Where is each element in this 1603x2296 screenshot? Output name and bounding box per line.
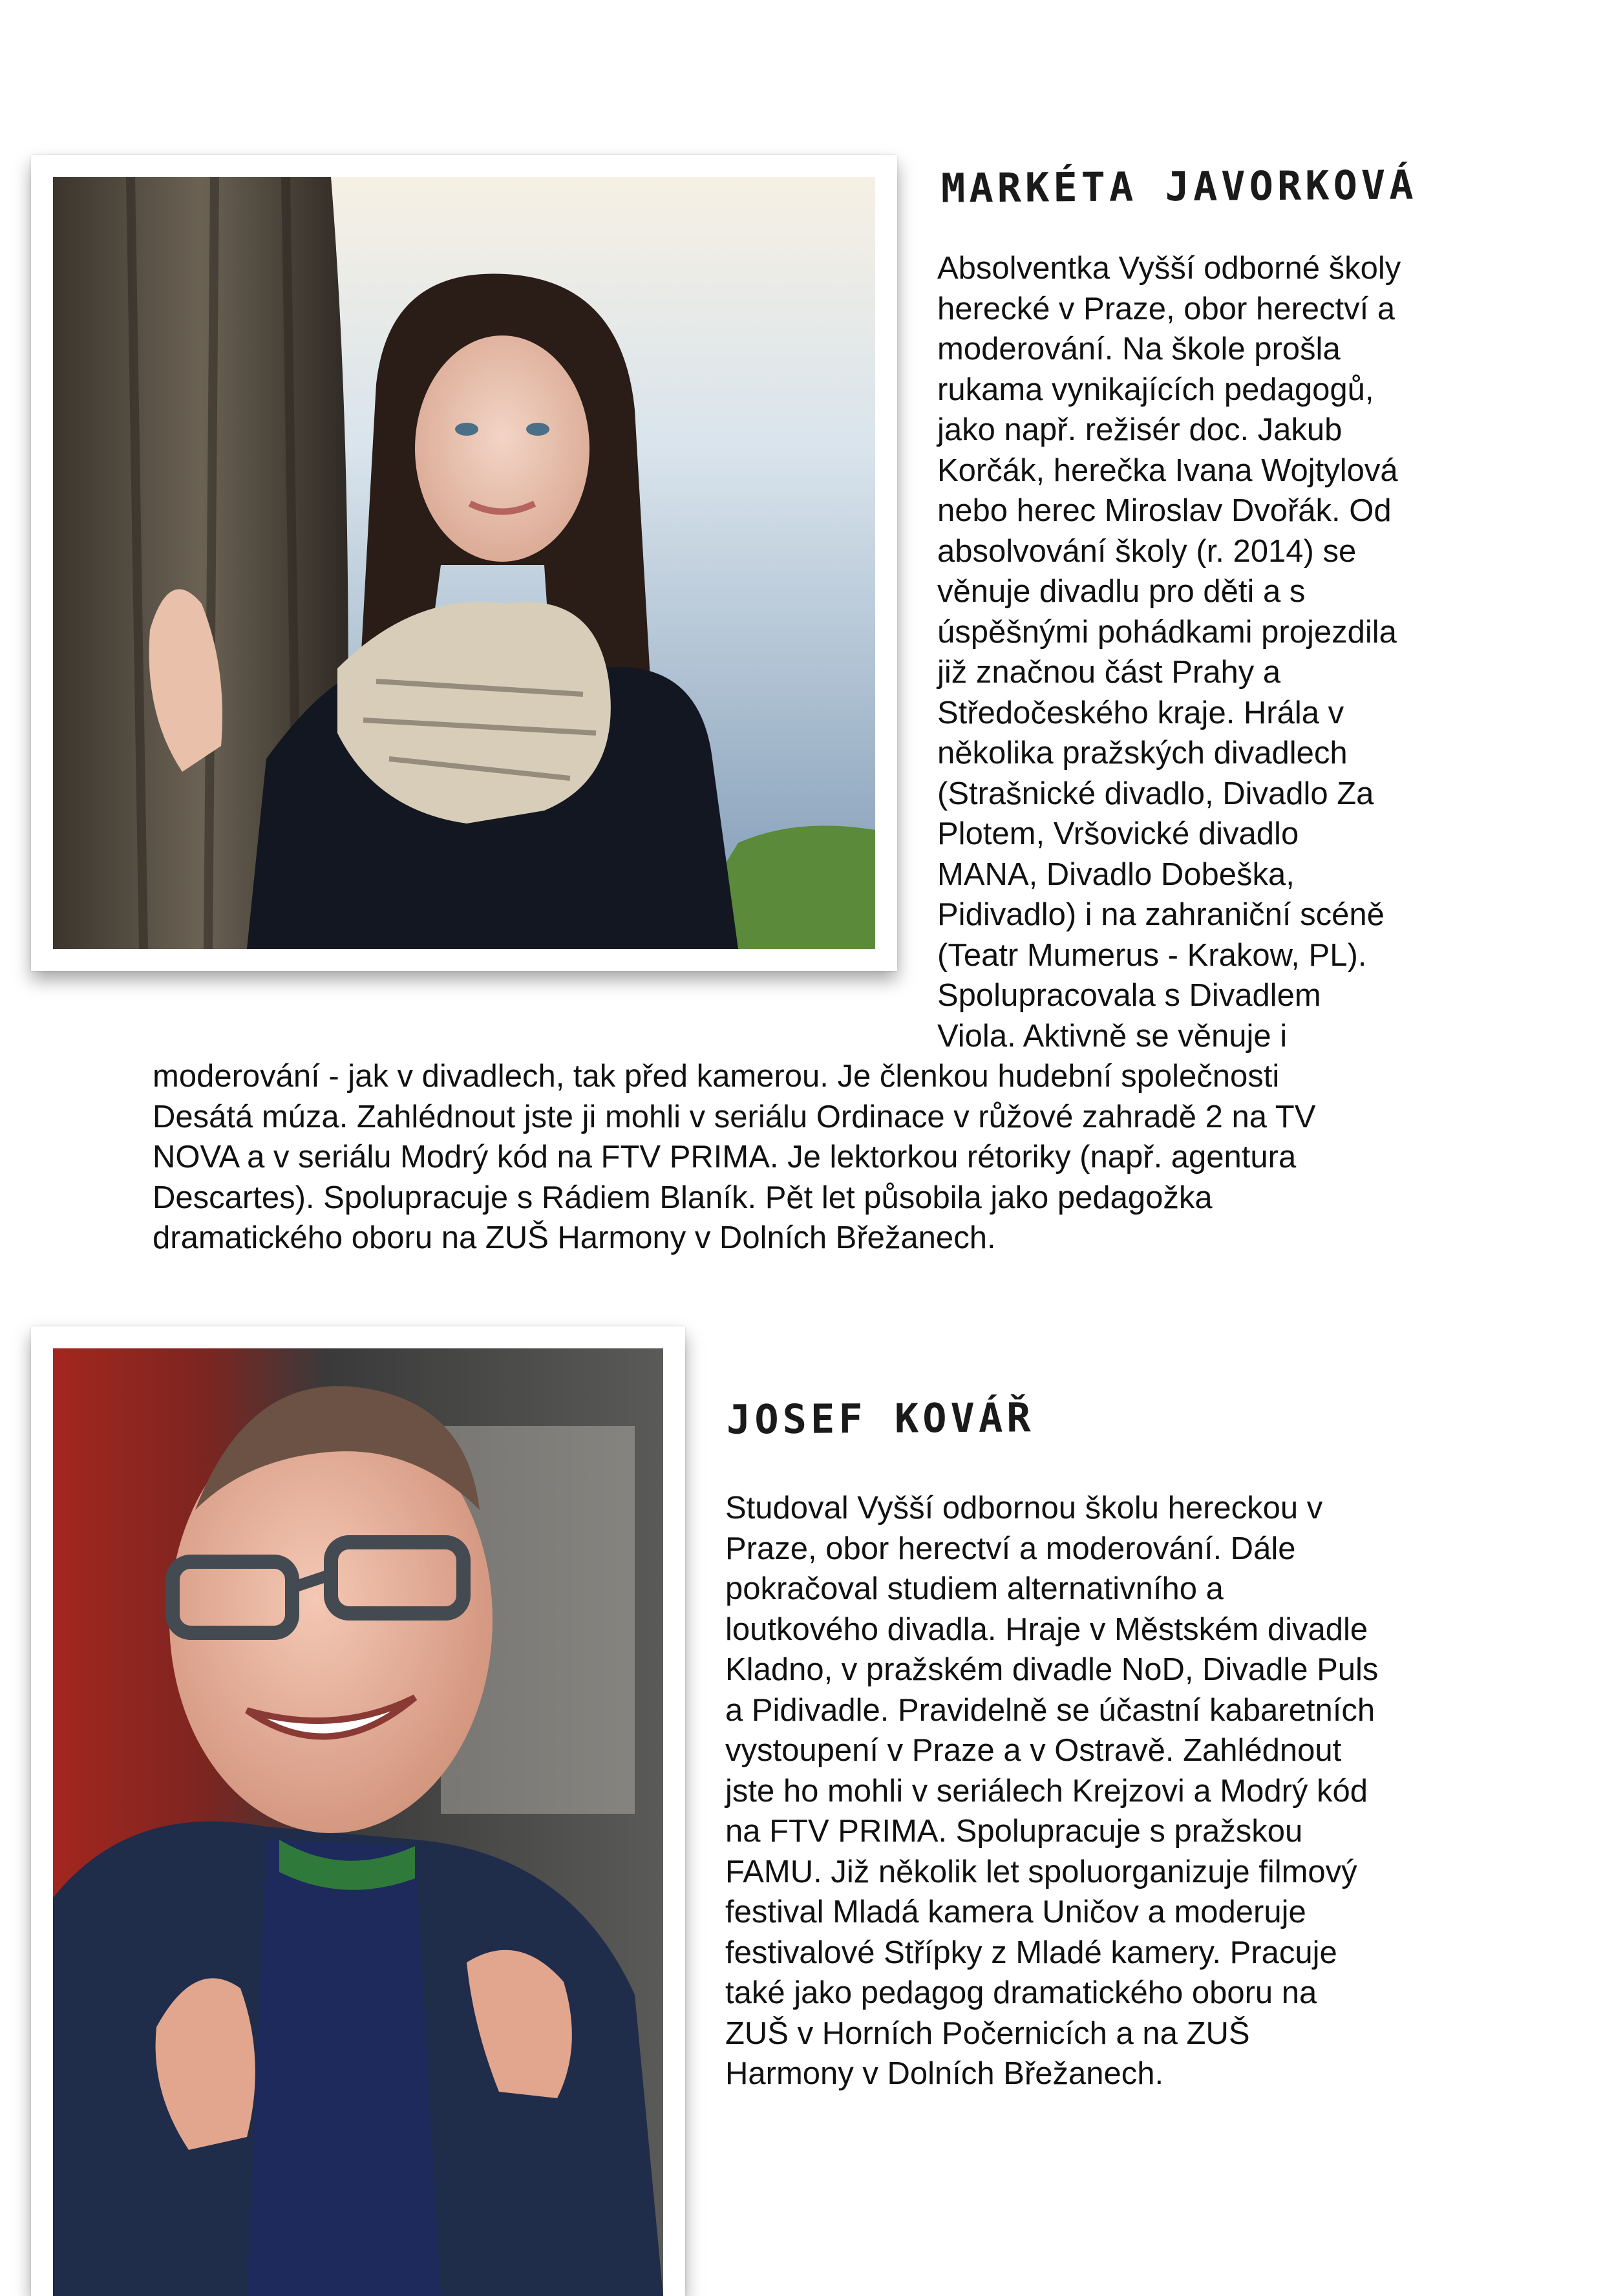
bio-line: rukama vynikajících pedagogů, (937, 372, 1374, 407)
bio-line: (Strašnické divadlo, Divadlo Za (937, 776, 1374, 811)
bio-line: moderování - jak v divadlech, tak před kamerou. Je členkou hudební společnosti (153, 1059, 1280, 1094)
bio-line: Korčák, herečka Ivana Wojtylová (937, 452, 1398, 488)
bio-line: loutkového divadla. Hraje v Městském divadle (725, 1611, 1368, 1647)
profile-bio-continued (153, 1056, 1315, 1259)
bio-line: nebo herec Miroslav Dvořák. Od (937, 493, 1392, 528)
bio-line: Praze, obor herectví a moderování. Dále (725, 1531, 1296, 1566)
bio-line: pokračoval studiem alternativního a (725, 1571, 1224, 1606)
bio-line: absolvování školy (r. 2014) se (937, 533, 1357, 569)
bio-line: Pidivadlo) i na zahraniční scéně (937, 897, 1385, 932)
bio-line: (Teatr Mumerus - Krakow, PL). (937, 937, 1367, 973)
profile-photo-frame (31, 1326, 685, 2296)
portrait-photo (53, 1348, 663, 2296)
bio-line: jako např. režisér doc. Jakub (937, 412, 1343, 447)
bio-line: jste ho mohli v seriálech Krejzovi a Modrý kód (725, 1773, 1368, 1809)
bio-line: Harmony v Dolních Břežanech. (725, 2056, 1164, 2091)
bio-line: ZUŠ v Horních Počernicích a na ZUŠ (725, 2015, 1250, 2051)
profile-bio (725, 1488, 1378, 2094)
bio-line: FAMU. Již několik let spoluorganizuje filmový (725, 1854, 1357, 1889)
bio-line: herecké v Praze, obor herectví a (937, 291, 1396, 326)
bio-line: na FTV PRIMA. Spolupracuje s pražskou (725, 1814, 1303, 1849)
profile-name: MARKÉTA JAVORKOVÁ (940, 161, 1417, 212)
bio-line: Descartes). Spolupracuje s Rádiem Blaník. Pět let působila jako pedagožka (153, 1180, 1213, 1215)
bio-line: a Pidivadle. Pravidelně se účastní kabaretních (725, 1692, 1375, 1728)
bio-line: MANA, Divadlo Dobeška, (937, 856, 1295, 892)
bio-line: festival Mladá kamera Uničov a moderuje (725, 1895, 1306, 1929)
profile-name: JOSEF KOVÁŘ (726, 1394, 1035, 1443)
bio-line: Kladno, v pražském divadle NoD, Divadle Puls (725, 1652, 1379, 1687)
bio-line: věnuje divadlu pro děti a s (937, 574, 1306, 609)
bio-line: dramatického oboru na ZUŠ Harmony v Dolních Břežanech. (153, 1220, 996, 1255)
bio-line: úspěšnými pohádkami projezdila (937, 614, 1397, 650)
portrait-photo (53, 177, 875, 949)
bio-line: Desátá múza. Zahlédnout jste ji mohli v seriálu Ordinace v růžové zahradě 2 na TV (153, 1099, 1316, 1134)
bio-line: také jako pedagog dramatického oboru na (725, 1975, 1317, 2010)
bio-line: Studoval Vyšší odbornou školu hereckou v (725, 1491, 1323, 1525)
bio-line: několika pražských divadlech (937, 736, 1348, 771)
bio-line: moderování. Na škole prošla (937, 332, 1341, 367)
bio-line: Středočeského kraje. Hrála v (937, 695, 1344, 730)
bio-line: festivalové Střípky z Mladé kamery. Pracuje (725, 1935, 1337, 1970)
bio-line: Spolupracovala s Divadlem (937, 978, 1321, 1013)
bio-line: NOVA a v seriálu Modrý kód na FTV PRIMA. Je lektorkou rétoriky (např. agentura (153, 1140, 1297, 1175)
bio-line: Absolventka Vyšší odborné školy (937, 251, 1401, 286)
bio-line: vystoupení v Praze a v Ostravě. Zahlédnout (725, 1733, 1342, 1768)
profile-bio (937, 248, 1401, 1056)
bio-line: Plotem, Vršovické divadlo (937, 816, 1299, 851)
bio-line: již značnou část Prahy a (937, 655, 1281, 690)
bio-line: Viola. Aktivně se věnuje i (937, 1018, 1288, 1054)
profile-photo-frame (31, 155, 897, 971)
